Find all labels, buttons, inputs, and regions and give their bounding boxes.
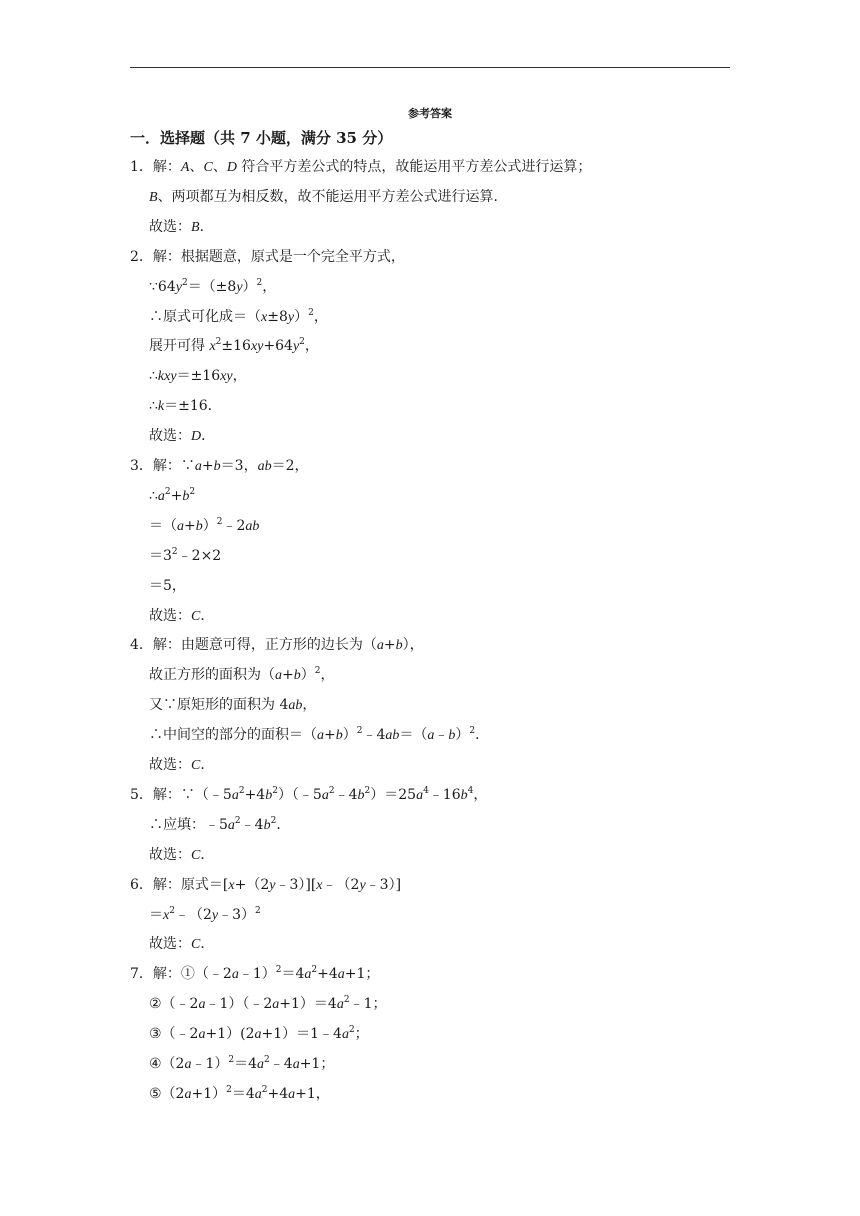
solution-line: 又∵原矩形的面积为 4ab， bbox=[149, 697, 317, 714]
solution-line: $=3^2﹣2\times 2$ bbox=[149, 546, 222, 564]
question-line: 6．解：原式＝[x+（2y﹣3）][x﹣（2y﹣3）] bbox=[130, 876, 402, 893]
question-line: 4．解：由题意可得，正方形的边长为（a+b）， bbox=[130, 637, 424, 654]
solution-line: $⑤(2a+1)^2=4a^2+4a+1$， bbox=[149, 1084, 330, 1102]
solution-line: $\therefore a^2+b^2$ bbox=[149, 486, 196, 504]
solution-line: ∴应填：$﹣5a^2﹣4b^2$． bbox=[149, 815, 291, 833]
solution-line: 故正方形的面积为$(a+b)^2$， bbox=[149, 666, 335, 684]
solution-line: 故选：C． bbox=[149, 607, 215, 624]
solution-line: 故选：B． bbox=[149, 218, 214, 235]
question-line: 5．解：$\because(﹣5a^2+4b^2)(﹣5a^2﹣4b^2)=25a^4﹣16b^4$， bbox=[130, 785, 488, 803]
solution-line: 故选：C． bbox=[149, 936, 215, 953]
solution-line: $=x^2﹣(2y﹣3)^2$ bbox=[149, 905, 261, 923]
question-line: 3．解：∵a+b＝3，ab＝2， bbox=[130, 458, 309, 474]
solution-line: ∴k＝±16． bbox=[149, 398, 222, 415]
solution-line: ∴中间空的部分的面积$=(a+b)^2﹣4ab=(a﹣b)^2$． bbox=[149, 726, 490, 744]
solution-line: B、两项都互为相反数，故不能运用平方差公式进行运算． bbox=[149, 188, 508, 205]
solution-line: 展开可得 $x^2\pm 16xy+64y^2$， bbox=[149, 337, 319, 355]
question-line: 7．解：$①(﹣2a﹣1)^2=4a^2+4a+1$； bbox=[130, 965, 380, 983]
solution-line: $\because 64y^2=(\pm 8y)^2$， bbox=[149, 277, 277, 295]
page-title: 参考答案 bbox=[408, 107, 452, 120]
solution-line: ∴原式可化成$=(x\pm 8y)^2$， bbox=[149, 307, 328, 325]
question-line: 1．解：A、C、D 符合平方差公式的特点，故能运用平方差公式进行运算； bbox=[130, 159, 592, 175]
question-line: 2．解：根据题意，原式是一个完全平方式， bbox=[130, 248, 405, 265]
solution-line: 故选：C． bbox=[149, 757, 215, 773]
solution-line: $③(﹣2a+1)(2a+1)=1﹣4a^2$； bbox=[149, 1025, 369, 1043]
header-rule bbox=[130, 67, 730, 68]
solution-line: 故选：D． bbox=[149, 428, 216, 445]
section-heading: 一．选择题（共 7 小题，满分 35 分） bbox=[130, 129, 393, 147]
solution-line: $②(﹣2a﹣1)(﹣2a+1)=4a^2﹣1$； bbox=[149, 995, 387, 1013]
solution-line: ∴kxy＝±16xy， bbox=[149, 368, 247, 385]
solution-line: $④(2a﹣1)^2=4a^2﹣4a+1$； bbox=[149, 1055, 335, 1072]
solution-line: 故选：C． bbox=[149, 846, 215, 863]
solution-line: $=(a+b)^2﹣2ab$ bbox=[149, 516, 260, 534]
solution-line: ＝5， bbox=[149, 577, 186, 594]
